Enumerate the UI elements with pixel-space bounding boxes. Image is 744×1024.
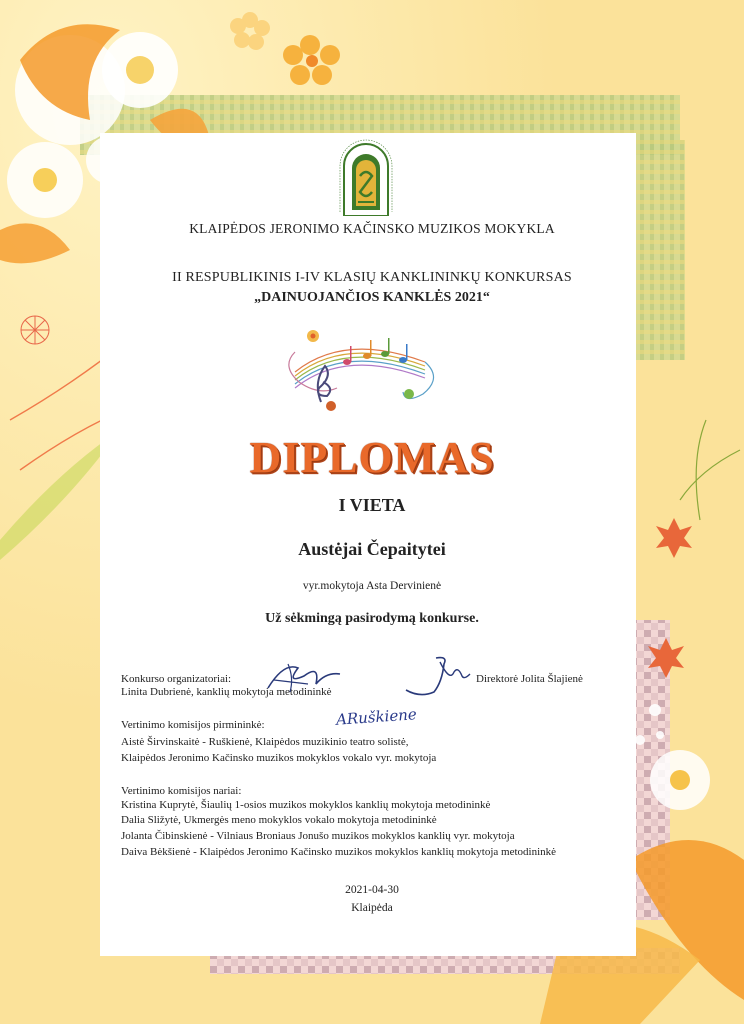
school-logo (334, 130, 398, 216)
award-place: I VIETA (338, 495, 406, 515)
contest-name: II RESPUBLIKINIS I-IV KLASIŲ KANKLININKŲ KONKURSAS (172, 270, 572, 285)
chair-signature: ARuškiene (335, 705, 418, 729)
member-item: Daiva Bėkšienė - Klaipėdos Jeronimo Kačinsko muzikos mokyklos kanklių mokytoja metodininkė (121, 846, 557, 858)
festival-name: „DAINUOJANČIOS KANKLĖS 2021“ (254, 290, 490, 305)
director-name: Direktorė Jolita Šlajienė (476, 673, 583, 685)
diploma-title: DIPLOMAS (249, 433, 495, 482)
member-item: Dalia Sližytė, Ukmergės meno mokyklos vokalo mokytoja metodininkė (121, 814, 437, 826)
issue-city: Klaipėda (351, 902, 393, 914)
chair-label: Vertinimo komisijos pirmininkė: (121, 719, 265, 731)
recipient-name: Austėjai Čepaitytei (298, 539, 446, 559)
organizers-label: Konkurso organizatoriai: (121, 673, 232, 685)
school-name: KLAIPĖDOS JERONIMO KAČINSKO MUZIKOS MOKYKLA (189, 221, 555, 236)
organizers-name: Linita Dubrienė, kanklių mokytoja metodininkė (121, 686, 332, 698)
teacher-name: vyr.mokytoja Asta Dervinienė (302, 580, 442, 592)
issue-date: 2021-04-30 (345, 884, 399, 896)
music-notes-illustration (285, 322, 440, 414)
chair-line1: Aistė Širvinskaitė - Ruškienė, Klaipėdos muzikinio teatro solistė, (121, 736, 409, 748)
members-label: Vertinimo komisijos nariai: (121, 785, 242, 797)
organizer-signature (264, 654, 344, 696)
director-signature (400, 652, 480, 702)
member-item: Jolanta Čibinskienė - Vilniaus Broniaus Jonušo muzikos mokyklos kanklių vyr. mokytoja (121, 830, 515, 842)
praise-text: Už sėkmingą pasirodymą konkurse. (265, 611, 479, 626)
chair-line2: Klaipėdos Jeronimo Kačinsko muzikos mokyklos vokalo vyr. mokytoja (121, 752, 437, 764)
member-item: Kristina Kuprytė, Šiaulių 1-osios muzikos mokyklos kanklių mokytoja metodininkė (121, 799, 491, 811)
